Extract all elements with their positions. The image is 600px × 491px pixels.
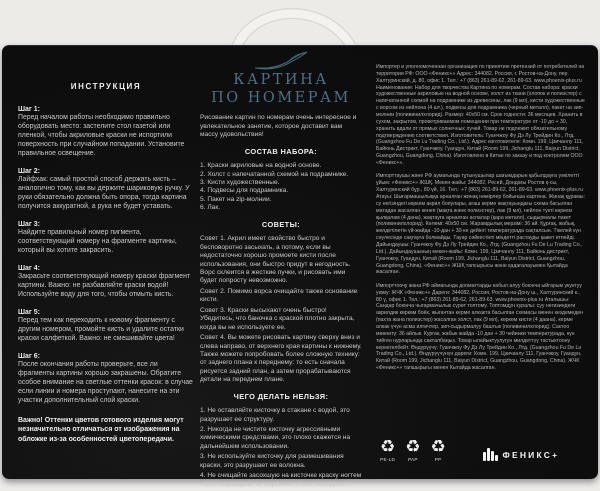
brand-feather-icon: [483, 448, 498, 461]
recycle-label: PP: [434, 457, 442, 462]
kit-item: 4. Подвесы для подрамника.: [200, 187, 289, 195]
kit-item: 6. Лак.: [200, 204, 221, 212]
brand-name: ФЕНИКС+: [502, 449, 560, 460]
step-label: Шаг 4:: [18, 265, 41, 273]
step-text: Перед началом работы необходимо правильно оборудовать место: застелите стол газетой или пленкой, чтобы акриловые краски не испортили поверхность при случайном попадании. Установите правильное освещение.: [18, 114, 185, 158]
quill-flourish-icon: [249, 51, 313, 71]
step-text: Найдите правильный номер пигмента, соответствующий номеру на фрагменте картины, который вы хотите закрасить.: [18, 229, 177, 255]
product-title: [200, 72, 362, 107]
legal-paragraph-kg: Импорттоочу жана РФ аймагында дооматтарды кабыл алуу боюнча ыйгарым укуктуу уюму: ЖЧК «Феникс+» Дареги: 344082, Россия, Ростов-на-Дону ш., Халтуринский к., 80 ү, офис 1. Тел.: +7 (863) 261-89-62, 261-89-63. www.phoenix-plus.ru Аталышы: Сандар боюнча чыгармачылык сүрөт топтому. Топтомдун куралы: суу негизиндеги акрилдик көркөм боёк, жыгачтан керме алкакта басылган схемасы менен кездемеден (пахта жана полиэстер) жасалган холст, лак (9 мл), көркөм кисти (4 даана), керме алкак үчүн асма илгичтер, зип-сыдырмалуу баштык (поливинилхлорид). Сактоо мөөнөтү: 36 айлык. Кургак, жабык жайда -10 дан + 30 чейинки температурада, күн тийген нурларында сакталбаңыз. Товар ылайыктуулугун милдеттүү тастыктоону керектелбейт. Өндүрүүчү: Гуанчжоу Фу Дэ Лу Трейдин Ко., Лтд. (Guangzhou Fu De Lu Trading Co., Ltd.). Өндүрүүчүнүн дареги: Комн. 199, Цзичанлу 111, Гуанчжоу, Гуандун, Китай (Room 199, Jichanglu 111, Baiyun District, Guangzhou, Guangdong, China). ЖЧК «Феникс+» тапшырыгы менен Кытайда жасалган.: [376, 282, 583, 372]
legal-info-column: [376, 64, 587, 378]
instructions-title: ИНСТРУКЦИЯ: [70, 82, 142, 91]
product-info-column: [200, 51, 362, 491]
tip-1: Совет 1. Акрил имеет свойство быстро и бесповоротно засыхать, а потому, если вы недостаточно хорошо промоете кисти после использования, они быстро придут в негодность. Ворс склеится в жесткие пучки, и рисовать ими будет попросту невозможно.: [200, 235, 351, 285]
package-back-panel: [2, 45, 598, 488]
intro-text: Рисование картин по номерам очень интересное и увлекательное занятие, которое доставит вам массу удовольствия!: [200, 114, 357, 139]
kit-contents-header: СОСТАВ НАБОРА:: [244, 146, 318, 156]
recycle-mark-pe-ld: [380, 439, 395, 462]
tips-header: СОВЕТЫ:: [261, 219, 301, 229]
carry-handle: [222, 0, 372, 48]
dont-3: 3. Не используйте кисточку для размешивания краски, это разрушает ее волокна.: [200, 453, 344, 469]
step-label: Шаг 3:: [18, 221, 41, 229]
tip-2: Совет 2. Помимо ворса очищайте также основание кисти.: [200, 287, 358, 304]
recycling-marks: [380, 439, 446, 462]
instruction-step-6: [18, 352, 194, 406]
recycle-label: PE-LD: [380, 457, 396, 462]
legal-paragraph-ru: Импортер и уполномоченная организация по принятию претензий от потребителей на территории РФ: ООО «Феникс+» Адрес: 344082, Россия, г. Ростов-на-Дону, пер. Халтуринский, д. 80, офис 1. Тел.: +7 (863) 261-89-62, 261-89-63. www.phoenix-plus.ru Наименование: Набор для творчества Картина по номерам. Состав набора: краски художественные акриловые на водной основе, холст из ткани (хлопок и полиэстер) с напечатанной схемой на подрамнике из древесины, лак (9 мл), кисти художественные с ворсом из нейлона (4 шт.), подвесы для подрамника (черный металл), пакет на зип-молнии (поливинилхлорид). Размер: 40х50 см. Срок годности: 36 месяцев. Хранить в сухом, закрытом, проветриваемом помещении при температуре от -10 до + 30, хранить вдали от прямых солнечных лучей. Товар не подлежит обязательному подтверждению соответствия. Изготовитель: Гуанчжоу Фу Дэ Лу Трейдин Ко., Лтд. (Guangzhou Fu De Lu Trading Co., Ltd.). Адрес изготовителя: Комн. 199, Цзичанлу 111, Байюнь Дистрикт, Гуанчжоу, Гуандун, Китай (Room 199, Jichanglu 111, Baiyun District, Guangzhou, Guangdong, China). Изготовлено в Китае по заказу и под контролем ООО «Феникс+».: [376, 64, 585, 167]
legal-paragraph-kz: Импорттаушы және РФ аумағында тұтынушылар шағымдарын қабылдауға уәкілетті ұйым: «Феникс+» ЖШҚ. Мекен-жайы: 344082, Ресей, Дондағы Ростов қ-сы, Халтуринский бұр., 80 үй, 16. Тел.: +7 (863) 261-89-62, 261-89-63. www.phoenix-plus.ru Атауы: Шығармашылыққа арналған жинақ нөмірлер бойынша картина. Жинақ құрамы: су негізіндегі көркем акрил бояулары, ағаш керме жақтауындағы схема басылған матадан жасалған кенеп (мақта және полиэстер), лак (9 мл), нейлон түкті көркем қылқалам (4 дана), жақтауға арналған аспалар (қара металл), сыдырмалы пакет (поливинилхлорид). Көлемі: 40х50 см. Жарамдылық мерзімі: 36 ай. Құрғақ, жабық, желдетілетін үй-жайда -10-дан + 30-ке дейінгі температурада сақталсын. Тікелей күн сәулесінде сақтауға болмайды. Тауар сәйкестікті міндетті растауды қажет етпейді. Дайындаушы: Гуанчжоу Фу Дэ Лу Трейдин Ко., Лтд. (Guangzhou Fu De Lu Trading Co., Ltd.). Дайындаушының мекен-жайы: Комн. 199, Цзичанлу 111, Байюнь дистрикт, Гуанчжоу, Гуандун, Китай (Room 199, Jichanglu 111, Baiyun District, Guangzhou, Guangdong, China). «Феникс+» ЖШҚ тапсырысы және қадағалауымен Қытайда жасалған.: [376, 173, 585, 276]
step-label: Шаг 2:: [18, 168, 41, 176]
instruction-step-4: [18, 264, 194, 300]
instruction-step-1: [18, 105, 194, 159]
recycle-label: PAP: [407, 457, 418, 462]
instruction-step-2: [18, 167, 194, 212]
donts-header: ЧЕГО ДЕЛАТЬ НЕЛЬЗЯ:: [233, 391, 329, 401]
kit-item: 5. Пакет на zip-молнии.: [200, 195, 272, 203]
tip-3: Совет 3. Краски высыхают очень быстро! Убедитесь, что баночка с краской плотно закрыта, когда вы не используете ее.: [200, 306, 355, 331]
step-label: Шаг 5:: [18, 309, 41, 317]
product-title-line1: КАРТИНА: [233, 72, 329, 88]
step-label: Шаг 1:: [18, 106, 41, 114]
dont-2: 2. Никогда не чистите кисточку агрессивными химическими средствами, это плохо скажется на дальнейшем использовании.: [200, 426, 351, 450]
dont-4: 4. Не счищайте засохшую на кисточке краску ногтем – это повреждает ее ворсинки, и они выпадают.: [200, 472, 362, 488]
step-text: Перед тем как переходить к новому фрагменту с другим номером, промойте кисть и удалите остатки краски салфеткой. Важно: не смешивайте цвета!: [18, 317, 184, 343]
step-text: Закрасьте соответствующий номеру краски фрагмент картины. Важно: не разбавляйте краски водой! Используйте воду для того, чтобы отмыть кисть.: [18, 273, 191, 299]
recycle-icon: ♻: [380, 437, 396, 457]
product-title-line2: ПО НОМЕРАМ: [211, 89, 351, 106]
kit-item: 1. Краски акриловые на водной основе.: [200, 162, 322, 170]
recycle-icon: ♻: [405, 437, 421, 457]
step-label: Шаг 6:: [18, 353, 41, 361]
brand-logo: [483, 448, 559, 461]
instructions-column: [18, 82, 194, 444]
recycle-mark-pap: [405, 439, 420, 462]
instruction-step-3: [18, 220, 194, 256]
recycle-icon: ♻: [430, 437, 446, 457]
instruction-step-5: [18, 308, 194, 344]
step-text: После окончания работы проверьте, все ли фрагменты картины хорошо закрашены. Обратите особое внимание на светлые оттенки красок: в случае если линии и номера проступают, нанесите на эти участки дополнительный слой краски.: [18, 361, 193, 405]
kit-item: 2. Холст с напечатанной схемой на подрамнике.: [200, 170, 349, 178]
kit-item: 3. Кисти художественные.: [200, 179, 280, 187]
step-text: Лайфхак: самый простой способ держать кисть – аналогично тому, как вы держите шариковую ручку. У руки обязательно должна быть опора, тогда картина получится аккуратной, а рука не будет уставать.: [18, 176, 190, 211]
tip-4: Совет 4. Вы можете рисовать картину сверху вниз и слева направо, от верхнего края картины к нижнему. Также можете попробовать более сложную технику: от заднего плана к переднему: то есть сначала рисуется задний план, а затем прорабатываются детали на переднем плане.: [200, 334, 362, 384]
color-disclaimer-note: Важно! Оттенки цветов готового изделия могут незначительно отличаться от изображения на обложке из-за особенностей цветопередачи.: [18, 417, 184, 443]
dont-1: 1. Не оставляйте кисточку в стакане с водой, это разрушает ее структуру.: [200, 407, 350, 423]
recycle-mark-pp: [431, 439, 446, 462]
